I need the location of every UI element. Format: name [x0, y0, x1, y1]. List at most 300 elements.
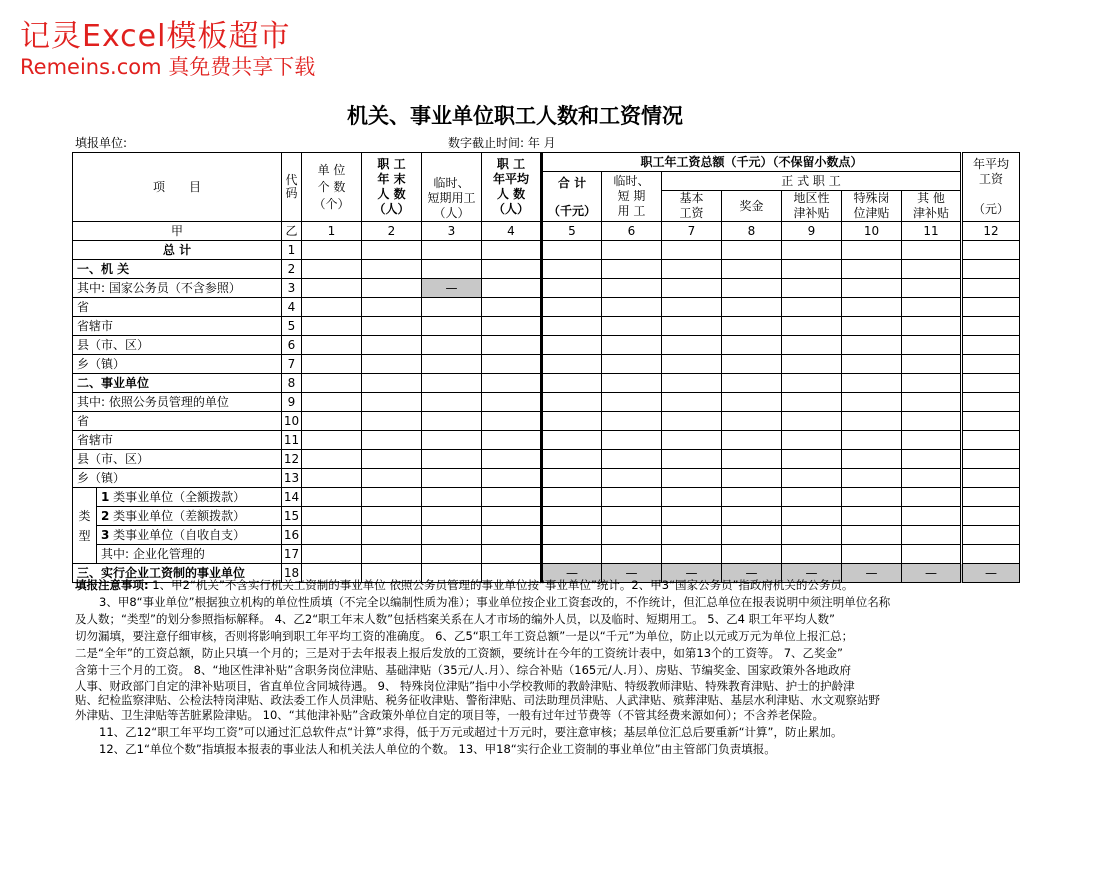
data-cell: —: [782, 564, 842, 583]
row-code: 7: [282, 355, 302, 374]
watermark-subtitle: Remeins.com 真免费共享下载: [20, 55, 316, 79]
data-cell[interactable]: [302, 260, 362, 279]
table-row: [73, 469, 1020, 488]
row-code: 6: [282, 336, 302, 355]
data-date-label: 数字截止时间: 年 月: [448, 136, 556, 150]
data-cell[interactable]: [482, 450, 542, 469]
data-cell[interactable]: [842, 241, 902, 260]
note-3: 3、甲8“事业单位”根据独立机构的单位性质填（不完全以编制性质为准）；事业单位按企业工资套改的，不作统计，但汇总单位在报表说明中须注明单位名称: [99, 595, 891, 609]
data-cell[interactable]: [962, 431, 1020, 450]
row-label: 省辖市: [73, 317, 282, 336]
data-cell[interactable]: [722, 526, 782, 545]
data-cell[interactable]: [362, 241, 422, 260]
header-regional: 地区性 津补贴: [782, 191, 842, 222]
data-cell[interactable]: [722, 355, 782, 374]
data-cell[interactable]: [362, 279, 422, 298]
data-cell[interactable]: [722, 545, 782, 564]
data-cell[interactable]: [482, 355, 542, 374]
data-cell[interactable]: [422, 336, 482, 355]
type-label: 类事业单位（差额拨款）: [109, 508, 246, 523]
table-row: [73, 545, 1020, 564]
header-item: 项 目: [73, 153, 282, 222]
data-cell[interactable]: [422, 431, 482, 450]
type-label: 类事业单位（全额拨款）: [109, 489, 246, 504]
data-cell[interactable]: [602, 260, 662, 279]
header-units: 单 位 个 数 （个）: [302, 153, 362, 222]
header-special: 特殊岗 位津贴: [842, 191, 902, 222]
data-cell[interactable]: [422, 526, 482, 545]
data-cell[interactable]: [302, 355, 362, 374]
data-cell[interactable]: [962, 393, 1020, 412]
row-code: 8: [282, 374, 302, 393]
header-basic: 基本 工资: [662, 191, 722, 222]
data-cell[interactable]: [302, 431, 362, 450]
data-cell[interactable]: [542, 469, 602, 488]
data-cell[interactable]: [962, 450, 1020, 469]
data-cell[interactable]: [482, 298, 542, 317]
page-title: 机关、事业单位职工人数和工资情况: [347, 104, 683, 128]
data-cell[interactable]: [602, 545, 662, 564]
row-code: 12: [282, 450, 302, 469]
data-cell[interactable]: [782, 507, 842, 526]
data-cell[interactable]: [362, 393, 422, 412]
data-cell[interactable]: [302, 488, 362, 507]
data-cell[interactable]: [422, 393, 482, 412]
data-cell[interactable]: [422, 374, 482, 393]
table-row: [73, 507, 1020, 526]
data-cell[interactable]: [902, 412, 962, 431]
data-cell[interactable]: [422, 412, 482, 431]
data-cell[interactable]: [482, 374, 542, 393]
table-row: [73, 355, 1020, 374]
header-bonus: 奖金: [722, 191, 782, 222]
data-cell[interactable]: [902, 469, 962, 488]
data-cell[interactable]: [602, 488, 662, 507]
notes-heading: 填报注意事项:: [75, 578, 149, 592]
data-cell[interactable]: [662, 412, 722, 431]
data-cell[interactable]: [422, 450, 482, 469]
data-cell[interactable]: [602, 374, 662, 393]
data-cell[interactable]: [662, 279, 722, 298]
data-cell[interactable]: [422, 469, 482, 488]
data-cell[interactable]: [362, 507, 422, 526]
data-cell[interactable]: [602, 317, 662, 336]
data-cell[interactable]: [602, 393, 662, 412]
note-3g: 贴、纪检监察津贴、公检法特岗津贴、政法委工作人员津贴、税务征收津贴、警衔津贴、司法助理员津贴、人武津贴、殡葬津贴、基层水利津贴、水文观察站野: [75, 693, 880, 707]
data-cell[interactable]: [602, 336, 662, 355]
row-code: 9: [282, 393, 302, 412]
data-cell[interactable]: [542, 279, 602, 298]
row-code: 5: [282, 317, 302, 336]
data-cell[interactable]: [362, 260, 422, 279]
data-cell[interactable]: [662, 545, 722, 564]
header-other: 其 他 津补贴: [902, 191, 962, 222]
data-cell[interactable]: [662, 336, 722, 355]
data-cell[interactable]: [542, 450, 602, 469]
table-row: [73, 336, 1020, 355]
data-cell[interactable]: [662, 488, 722, 507]
data-cell[interactable]: [422, 241, 482, 260]
data-cell[interactable]: [782, 450, 842, 469]
row-code: 4: [282, 298, 302, 317]
data-cell[interactable]: [362, 412, 422, 431]
table-row: [73, 317, 1020, 336]
data-cell[interactable]: [302, 317, 362, 336]
data-cell[interactable]: [782, 260, 842, 279]
type-number: 2: [101, 508, 110, 523]
data-cell[interactable]: [422, 298, 482, 317]
data-cell[interactable]: [302, 545, 362, 564]
data-cell[interactable]: [962, 241, 1020, 260]
data-cell[interactable]: [782, 526, 842, 545]
data-cell[interactable]: [362, 526, 422, 545]
data-cell[interactable]: [482, 336, 542, 355]
data-cell[interactable]: [662, 469, 722, 488]
data-cell[interactable]: [542, 412, 602, 431]
data-cell[interactable]: [482, 431, 542, 450]
data-cell[interactable]: [782, 279, 842, 298]
header-temp: 临时、 短期用工 （人）: [422, 153, 482, 222]
data-cell[interactable]: [602, 450, 662, 469]
data-cell[interactable]: [302, 279, 362, 298]
header-wage-temp: 临时、 短 期 用 工: [602, 172, 662, 222]
data-cell[interactable]: [662, 298, 722, 317]
data-cell[interactable]: [902, 450, 962, 469]
data-cell[interactable]: [842, 507, 902, 526]
data-cell[interactable]: [602, 279, 662, 298]
data-cell: —: [962, 564, 1020, 583]
data-cell[interactable]: [602, 431, 662, 450]
note-11: 11、乙12“职工年平均工资”可以通过汇总软件点“计算”求得，低于万元或超过十万元时，要注意审核；基层单位汇总后要重新“计算”，防止累加。: [99, 725, 843, 739]
header-avg: 职 工 年平均 人 数 （人）: [482, 153, 542, 222]
data-cell[interactable]: [422, 260, 482, 279]
data-cell[interactable]: [542, 507, 602, 526]
type-group-label: 类 型: [73, 488, 97, 564]
data-cell[interactable]: [662, 317, 722, 336]
data-cell[interactable]: [362, 336, 422, 355]
data-cell[interactable]: [422, 507, 482, 526]
data-cell[interactable]: [842, 374, 902, 393]
data-cell[interactable]: [902, 260, 962, 279]
col-jia: 甲: [73, 222, 282, 241]
data-cell[interactable]: [482, 412, 542, 431]
data-cell[interactable]: [782, 298, 842, 317]
table-row: [73, 260, 1020, 279]
data-cell[interactable]: [722, 298, 782, 317]
data-cell[interactable]: [842, 317, 902, 336]
data-cell[interactable]: [902, 507, 962, 526]
data-cell[interactable]: [662, 374, 722, 393]
data-cell[interactable]: [842, 450, 902, 469]
data-cell[interactable]: [782, 545, 842, 564]
data-cell[interactable]: [722, 507, 782, 526]
data-cell[interactable]: [842, 393, 902, 412]
data-cell[interactable]: [782, 469, 842, 488]
data-cell[interactable]: [302, 526, 362, 545]
data-cell[interactable]: [482, 317, 542, 336]
row-code: 14: [282, 488, 302, 507]
filling-notes: [75, 577, 1035, 758]
data-cell[interactable]: [722, 412, 782, 431]
note-3f: 人事、财政部门自定的津补贴项目，省直单位含同城待遇。 9、 特殊岗位津贴”指中小学校教师的教龄津贴、特级教师津贴、特殊教育津贴、护士的护龄津: [75, 679, 855, 693]
data-cell[interactable]: [302, 298, 362, 317]
data-cell[interactable]: [902, 336, 962, 355]
data-cell[interactable]: [482, 393, 542, 412]
data-cell[interactable]: [842, 412, 902, 431]
header-wage-group: 职工年工资总额（千元）（不保留小数点）: [542, 153, 962, 172]
data-cell[interactable]: [662, 431, 722, 450]
data-cell[interactable]: [602, 526, 662, 545]
data-cell[interactable]: [962, 488, 1020, 507]
data-cell[interactable]: [482, 545, 542, 564]
data-cell[interactable]: [542, 298, 602, 317]
data-cell[interactable]: [782, 488, 842, 507]
row-label: 总 计: [73, 241, 282, 260]
data-cell[interactable]: [842, 355, 902, 374]
data-cell[interactable]: [482, 279, 542, 298]
note-1: 1、甲2“机关”不含实行机关工资制的事业单位 依照公务员管理的事业单位按“事业单位”统计。2、甲3“国家公务员”指政府机关的公务员。: [148, 578, 854, 592]
data-cell[interactable]: [902, 431, 962, 450]
table-row: [73, 374, 1020, 393]
note-3c: 切勿漏填，要注意仔细审核，否则将影响到职工年平均工资的准确度。 6、乙5“职工年工资总额”一是以“千元”为单位，防止以元或万元为单位上报汇总；: [75, 629, 854, 643]
data-cell[interactable]: [482, 507, 542, 526]
data-cell[interactable]: [422, 355, 482, 374]
data-cell[interactable]: [662, 260, 722, 279]
data-cell[interactable]: [362, 374, 422, 393]
data-cell[interactable]: [782, 317, 842, 336]
data-cell[interactable]: [602, 241, 662, 260]
data-cell[interactable]: [962, 507, 1020, 526]
data-cell: —: [422, 279, 482, 298]
data-cell[interactable]: [422, 488, 482, 507]
data-cell[interactable]: [362, 431, 422, 450]
data-cell[interactable]: [962, 279, 1020, 298]
data-cell[interactable]: [482, 260, 542, 279]
note-12: 12、乙1“单位个数”指填报本报表的事业法人和机关法人单位的个数。 13、甲18“实行企业工资制的事业单位”由主管部门负责填报。: [99, 742, 776, 756]
data-cell[interactable]: [602, 507, 662, 526]
note-3h: 外津贴、卫生津贴等苦脏累险津贴。 10、“其他津补贴”含政策外单位自定的项目等，一般有过年过节费等（不管其经费来源如何）；不含养老保险。: [75, 708, 824, 722]
data-cell[interactable]: [962, 526, 1020, 545]
data-cell[interactable]: [782, 412, 842, 431]
data-cell[interactable]: [542, 241, 602, 260]
data-cell[interactable]: [782, 431, 842, 450]
row-code: 1: [282, 241, 302, 260]
data-cell[interactable]: [662, 450, 722, 469]
col-number: 4: [482, 222, 542, 241]
data-cell[interactable]: [602, 469, 662, 488]
note-3b: 及人数；“类型”的划分参照指标解释。 4、乙2“职工年末人数”包括档案关系在人才市场的编外人员，以及临时、短期用工。 5、乙4 职工年平均人数”: [75, 612, 836, 626]
row-code: 17: [282, 545, 302, 564]
data-cell[interactable]: [362, 545, 422, 564]
data-cell[interactable]: [482, 488, 542, 507]
data-cell[interactable]: [722, 260, 782, 279]
row-label: 二、事业单位: [73, 374, 282, 393]
table-row: [73, 241, 1020, 260]
table-row: [73, 450, 1020, 469]
data-cell[interactable]: [722, 393, 782, 412]
data-cell[interactable]: [782, 336, 842, 355]
data-cell[interactable]: [902, 393, 962, 412]
fill-unit-label: 填报单位:: [75, 136, 128, 150]
data-cell[interactable]: [902, 374, 962, 393]
data-cell[interactable]: [662, 507, 722, 526]
data-cell[interactable]: [782, 241, 842, 260]
data-cell[interactable]: [722, 431, 782, 450]
table-row: [73, 279, 1020, 298]
data-cell[interactable]: [722, 450, 782, 469]
row-label: 其中: 依照公务员管理的单位: [73, 393, 282, 412]
data-cell[interactable]: [962, 374, 1020, 393]
data-cell[interactable]: [602, 298, 662, 317]
row-code: 15: [282, 507, 302, 526]
row-label: 三、实行企业工资制的事业单位: [73, 564, 282, 583]
col-number: 11: [902, 222, 962, 241]
row-code: 10: [282, 412, 302, 431]
data-cell[interactable]: [602, 412, 662, 431]
data-cell[interactable]: [302, 450, 362, 469]
data-cell[interactable]: [962, 355, 1020, 374]
data-cell[interactable]: [902, 241, 962, 260]
row-label: [97, 545, 282, 564]
data-cell[interactable]: [962, 469, 1020, 488]
data-cell[interactable]: [902, 355, 962, 374]
data-cell[interactable]: [422, 317, 482, 336]
data-cell[interactable]: [362, 298, 422, 317]
data-cell[interactable]: [842, 526, 902, 545]
col-number: 9: [782, 222, 842, 241]
data-cell[interactable]: [362, 450, 422, 469]
table-row: [73, 431, 1020, 450]
data-cell[interactable]: [842, 260, 902, 279]
col-number: 6: [602, 222, 662, 241]
data-cell[interactable]: [902, 298, 962, 317]
table-row: [73, 412, 1020, 431]
data-cell[interactable]: [362, 469, 422, 488]
data-cell[interactable]: [542, 260, 602, 279]
data-cell[interactable]: [722, 488, 782, 507]
data-cell[interactable]: [362, 317, 422, 336]
row-label: [97, 526, 282, 545]
data-cell[interactable]: [662, 355, 722, 374]
header-avg-wage: 年平均 工资 （元）: [962, 153, 1020, 222]
data-cell[interactable]: [542, 374, 602, 393]
data-cell[interactable]: [722, 374, 782, 393]
data-cell[interactable]: [902, 488, 962, 507]
data-cell[interactable]: [482, 241, 542, 260]
col-number: 1: [302, 222, 362, 241]
data-cell[interactable]: [542, 355, 602, 374]
data-cell[interactable]: [902, 317, 962, 336]
row-code: 3: [282, 279, 302, 298]
data-cell[interactable]: [842, 431, 902, 450]
data-cell[interactable]: [542, 545, 602, 564]
data-cell[interactable]: [722, 279, 782, 298]
type-number: 1: [101, 489, 110, 504]
data-cell[interactable]: [602, 355, 662, 374]
data-cell: —: [662, 564, 722, 583]
data-cell[interactable]: [902, 545, 962, 564]
type-label: 其中: 企业化管理的: [101, 546, 205, 561]
col-number: 2: [362, 222, 422, 241]
data-cell[interactable]: [662, 241, 722, 260]
data-cell[interactable]: [542, 488, 602, 507]
data-cell[interactable]: [302, 412, 362, 431]
row-label: 县（市、区）: [73, 450, 282, 469]
row-code: 11: [282, 431, 302, 450]
data-cell[interactable]: [482, 469, 542, 488]
data-cell[interactable]: [842, 336, 902, 355]
data-cell[interactable]: [722, 317, 782, 336]
data-cell[interactable]: [962, 317, 1020, 336]
type-number: 3: [101, 527, 110, 542]
data-cell[interactable]: [662, 393, 722, 412]
data-cell[interactable]: [842, 469, 902, 488]
row-label: 一、机 关: [73, 260, 282, 279]
table-row: [73, 298, 1020, 317]
col-yi: 乙: [282, 222, 302, 241]
data-cell[interactable]: [782, 374, 842, 393]
data-cell[interactable]: [542, 336, 602, 355]
col-number: 7: [662, 222, 722, 241]
data-cell[interactable]: [302, 241, 362, 260]
data-cell[interactable]: [302, 393, 362, 412]
col-number: 12: [962, 222, 1020, 241]
data-cell[interactable]: [422, 545, 482, 564]
row-label: [97, 488, 282, 507]
data-cell[interactable]: [362, 488, 422, 507]
row-label: 其中: 国家公务员（不含参照）: [73, 279, 282, 298]
data-cell[interactable]: [302, 374, 362, 393]
data-cell[interactable]: [842, 488, 902, 507]
data-cell[interactable]: [962, 298, 1020, 317]
data-cell[interactable]: [302, 507, 362, 526]
data-cell: —: [602, 564, 662, 583]
col-number: 3: [422, 222, 482, 241]
data-cell[interactable]: [782, 393, 842, 412]
table-row: [73, 526, 1020, 545]
note-3d: 二是“全年”的工资总额，防止只填一个月的；三是对于去年报表上报后发放的工资额，要统计在今年的工资统计表中，如第13个的工资等。 7、乙奖金”: [75, 646, 843, 660]
row-label: 省辖市: [73, 431, 282, 450]
row-code: 13: [282, 469, 302, 488]
type-label: 类事业单位（自收自支）: [109, 527, 246, 542]
data-cell[interactable]: [962, 336, 1020, 355]
data-cell[interactable]: [542, 317, 602, 336]
data-cell[interactable]: [962, 545, 1020, 564]
data-cell[interactable]: [482, 526, 542, 545]
data-cell[interactable]: [542, 526, 602, 545]
data-cell: —: [722, 564, 782, 583]
data-cell[interactable]: [722, 469, 782, 488]
data-cell[interactable]: [662, 526, 722, 545]
data-cell[interactable]: [902, 279, 962, 298]
data-cell[interactable]: [542, 393, 602, 412]
data-cell[interactable]: [722, 336, 782, 355]
data-cell[interactable]: [962, 412, 1020, 431]
data-cell[interactable]: [542, 431, 602, 450]
data-cell[interactable]: [362, 355, 422, 374]
data-cell[interactable]: [842, 298, 902, 317]
data-cell[interactable]: [782, 355, 842, 374]
statistics-table: [72, 152, 1020, 583]
data-cell[interactable]: [302, 336, 362, 355]
data-cell[interactable]: [902, 526, 962, 545]
data-cell[interactable]: [962, 260, 1020, 279]
data-cell[interactable]: [302, 469, 362, 488]
data-cell[interactable]: [722, 241, 782, 260]
data-cell[interactable]: [842, 279, 902, 298]
data-cell[interactable]: [842, 545, 902, 564]
table-row: [73, 488, 1020, 507]
